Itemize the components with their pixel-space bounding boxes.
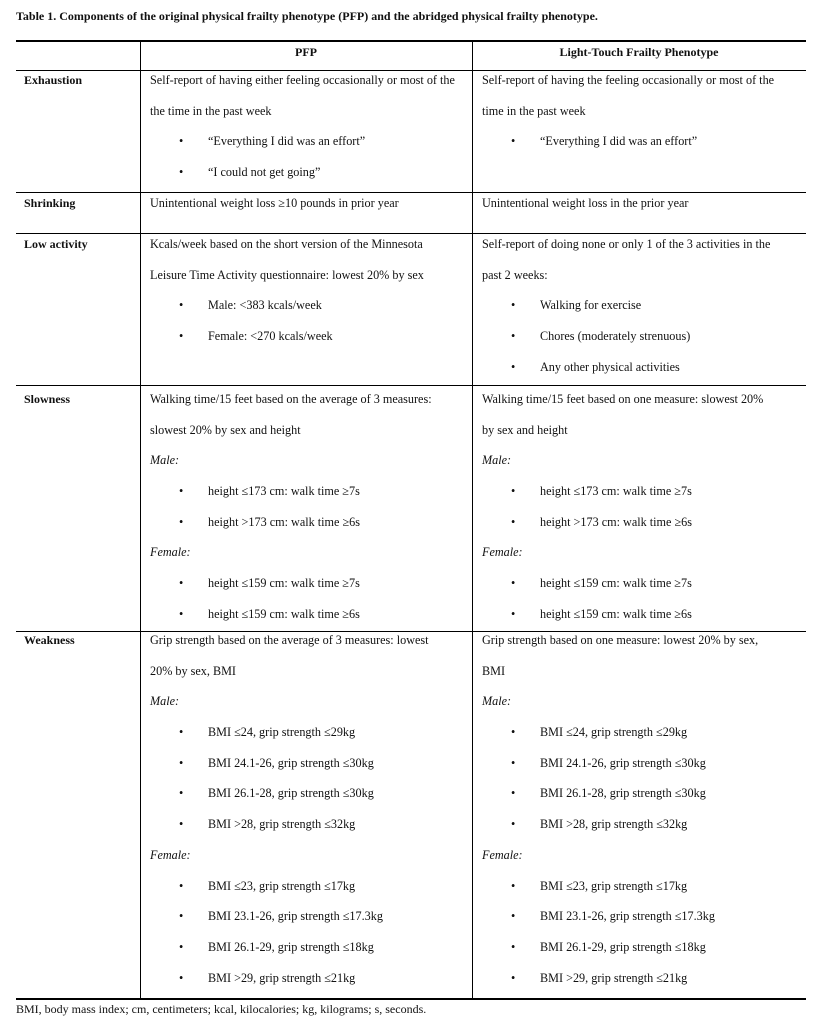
bullet-dot-icon: • [179, 939, 184, 954]
cell-text-line: BMI [482, 663, 506, 678]
header-pfp: PFP [295, 45, 317, 59]
cell-text-line: Self-report of doing none or only 1 of the 3 activities in the [482, 237, 771, 251]
bullet-dot-icon: • [511, 878, 516, 893]
bullet-item [482, 879, 802, 910]
bullet-dot-icon: • [511, 939, 516, 954]
bullet-text: Walking for exercise [540, 298, 642, 313]
subheading: Female: [150, 847, 191, 862]
bullet-item [150, 971, 470, 1002]
cell-weakness-ltfp [482, 633, 802, 1001]
cell-text-line: Grip strength based on the average of 3 measures: lowest [150, 633, 429, 647]
bullet-text: BMI 26.1-29, grip strength ≤18kg [208, 939, 374, 954]
subheading: Male: [482, 453, 512, 468]
row-rule [16, 233, 806, 234]
bullet-dot-icon: • [179, 514, 184, 529]
cell-slowness-ltfp [482, 392, 802, 638]
bullet-text: Any other physical activities [540, 359, 680, 374]
bullet-item [150, 165, 470, 196]
bullet-item [482, 909, 802, 940]
bullet-text: height >173 cm: walk time ≥6s [208, 514, 361, 529]
bullet-item [482, 786, 802, 817]
bullet-item [482, 329, 802, 360]
bullet-dot-icon: • [179, 606, 184, 621]
bullet-dot-icon: • [179, 576, 184, 591]
bullet-text: height ≤159 cm: walk time ≥6s [540, 606, 692, 621]
bullet-text: BMI 26.1-28, grip strength ≤30kg [540, 786, 706, 801]
subheading: Female: [482, 545, 523, 560]
cell-text-line: slowest 20% by sex and height [150, 422, 301, 437]
bullet-text: height ≤159 cm: walk time ≥6s [208, 606, 360, 621]
bullet-dot-icon: • [179, 970, 184, 985]
bullet-dot-icon: • [179, 755, 184, 770]
bullet-dot-icon: • [511, 134, 516, 149]
bullet-text: BMI ≤23, grip strength ≤17kg [540, 878, 688, 893]
cell-shrinking-ltfp [482, 196, 802, 227]
bullet-text: “Everything I did was an effort” [540, 134, 698, 149]
bullet-item [482, 576, 802, 607]
bullet-dot-icon: • [179, 329, 184, 344]
bullet-text: BMI >29, grip strength ≤21kg [540, 970, 688, 985]
bullet-text: BMI 24.1-26, grip strength ≤30kg [208, 755, 374, 770]
table-caption: Table 1. Components of the original physical frailty phenotype (PFP) and the abridged physical frailty phenotype. [16, 9, 598, 23]
bullet-text: BMI >28, grip strength ≤32kg [208, 817, 356, 832]
header-light-touch: Light-Touch Frailty Phenotype [559, 45, 719, 59]
bullet-item [150, 725, 470, 756]
cell-slowness-pfp [150, 392, 470, 638]
cell-low-activity-ltfp [482, 237, 802, 390]
bullet-text: “I could not get going” [208, 165, 321, 180]
table-footnote: BMI, body mass index; cm, centimeters; kcal, kilocalories; kg, kilograms; s, seconds. [16, 1002, 427, 1016]
row-label-exhaustion: Exhaustion [24, 73, 83, 87]
header-rule [16, 70, 806, 71]
bullet-text: BMI ≤23, grip strength ≤17kg [208, 878, 356, 893]
bullet-item [150, 298, 470, 329]
bullet-dot-icon: • [511, 329, 516, 344]
row-label-low-activity: Low activity [24, 237, 88, 251]
bullet-dot-icon: • [179, 484, 184, 499]
subheading: Male: [482, 694, 512, 709]
bullet-dot-icon: • [511, 298, 516, 313]
bullet-dot-icon: • [511, 909, 516, 924]
bullet-dot-icon: • [511, 484, 516, 499]
cell-text-line: Unintentional weight loss ≥10 pounds in prior year [150, 196, 399, 210]
bullet-text: BMI 26.1-28, grip strength ≤30kg [208, 786, 374, 801]
table-top-rule [16, 40, 806, 42]
bullet-text: BMI >28, grip strength ≤32kg [540, 817, 688, 832]
bullet-dot-icon: • [179, 909, 184, 924]
cell-text-line: Unintentional weight loss in the prior year [482, 196, 689, 210]
row-label-weakness: Weakness [24, 633, 75, 647]
bullet-item [150, 515, 470, 546]
bullet-item [150, 817, 470, 848]
bullet-item [482, 515, 802, 546]
bullet-text: height >173 cm: walk time ≥6s [540, 514, 693, 529]
cell-text-line: the time in the past week [150, 103, 272, 118]
bullet-text: “Everything I did was an effort” [208, 134, 366, 149]
bullet-dot-icon: • [511, 359, 516, 374]
bullet-dot-icon: • [179, 725, 184, 740]
bullet-dot-icon: • [511, 970, 516, 985]
subheading: Female: [150, 545, 191, 560]
bullet-text: Chores (moderately strenuous) [540, 329, 691, 344]
bullet-text: BMI 26.1-29, grip strength ≤18kg [540, 939, 706, 954]
bullet-item [150, 940, 470, 971]
bullet-text: height ≤159 cm: walk time ≥7s [540, 576, 692, 591]
bullet-dot-icon: • [511, 817, 516, 832]
bullet-text: Female: <270 kcals/week [208, 329, 333, 344]
bullet-dot-icon: • [179, 786, 184, 801]
bullet-item [482, 360, 802, 391]
row-label-shrinking: Shrinking [24, 196, 76, 210]
bullet-item [482, 484, 802, 515]
cell-text-line: Kcals/week based on the short version of the Minnesota [150, 237, 423, 251]
cell-exhaustion-ltfp [482, 73, 802, 165]
bullet-item [482, 756, 802, 787]
bullet-item [150, 756, 470, 787]
cell-text-line: Self-report of having the feeling occasionally or most of the [482, 73, 775, 87]
cell-weakness-pfp [150, 633, 470, 1001]
cell-text-line: by sex and height [482, 422, 568, 437]
bullet-item [482, 298, 802, 329]
bullet-item [482, 971, 802, 1002]
bullet-text: BMI 24.1-26, grip strength ≤30kg [540, 755, 706, 770]
column-divider [472, 40, 473, 1000]
column-divider [140, 40, 141, 1000]
bullet-dot-icon: • [511, 576, 516, 591]
bullet-text: BMI >29, grip strength ≤21kg [208, 970, 356, 985]
cell-text-line: Self-report of having either feeling occasionally or most of the [150, 73, 455, 87]
bullet-dot-icon: • [511, 786, 516, 801]
bullet-dot-icon: • [511, 725, 516, 740]
bullet-text: height ≤173 cm: walk time ≥7s [540, 484, 692, 499]
cell-text-line: time in the past week [482, 103, 586, 118]
bullet-item [482, 134, 802, 165]
cell-low-activity-pfp [150, 237, 470, 360]
bullet-dot-icon: • [179, 165, 184, 180]
cell-text-line: Leisure Time Activity questionnaire: lowest 20% by sex [150, 267, 424, 282]
cell-text-line: past 2 weeks: [482, 267, 548, 282]
cell-text-line: 20% by sex, BMI [150, 663, 236, 678]
cell-text-line: Grip strength based on one measure: lowest 20% by sex, [482, 633, 759, 647]
bullet-text: height ≤159 cm: walk time ≥7s [208, 576, 360, 591]
bullet-dot-icon: • [179, 817, 184, 832]
bullet-text: Male: <383 kcals/week [208, 298, 322, 313]
bullet-item [482, 940, 802, 971]
frailty-table [16, 40, 806, 1000]
bullet-item [150, 909, 470, 940]
subheading: Female: [482, 847, 523, 862]
bullet-text: BMI 23.1-26, grip strength ≤17.3kg [208, 909, 383, 924]
cell-text-line: Walking time/15 feet based on the average of 3 measures: [150, 392, 432, 406]
bullet-text: height ≤173 cm: walk time ≥7s [208, 484, 360, 499]
bullet-item [150, 329, 470, 360]
subheading: Male: [150, 453, 180, 468]
bullet-dot-icon: • [511, 514, 516, 529]
bullet-dot-icon: • [179, 878, 184, 893]
bullet-text: BMI 23.1-26, grip strength ≤17.3kg [540, 909, 715, 924]
bullet-item [150, 484, 470, 515]
bullet-dot-icon: • [179, 134, 184, 149]
bullet-dot-icon: • [511, 755, 516, 770]
cell-exhaustion-pfp [150, 73, 470, 196]
bullet-dot-icon: • [511, 606, 516, 621]
bullet-text: BMI ≤24, grip strength ≤29kg [208, 725, 356, 740]
subheading: Male: [150, 694, 180, 709]
bullet-item [482, 725, 802, 756]
bullet-item [150, 786, 470, 817]
bullet-dot-icon: • [179, 298, 184, 313]
cell-text-line: Walking time/15 feet based on one measure: slowest 20% [482, 392, 764, 406]
cell-shrinking-pfp [150, 196, 470, 227]
bullet-item [150, 879, 470, 910]
bullet-text: BMI ≤24, grip strength ≤29kg [540, 725, 688, 740]
row-label-slowness: Slowness [24, 392, 71, 406]
bullet-item [150, 576, 470, 607]
bullet-item [482, 817, 802, 848]
bullet-item [150, 134, 470, 165]
